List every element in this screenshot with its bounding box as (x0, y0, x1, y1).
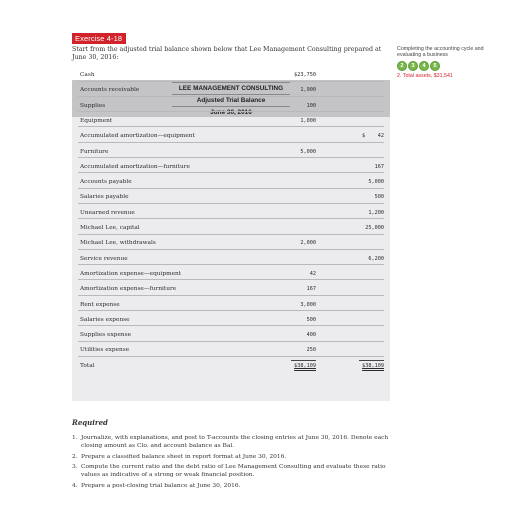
credit-amount: 25,000 (365, 225, 384, 231)
row-divider (78, 310, 384, 311)
account-name: Amortization expense—furniture (80, 286, 177, 293)
account-name: Michael Lee, withdrawals (80, 240, 156, 247)
sum-rule (291, 360, 316, 361)
table-row (72, 101, 390, 112)
row-divider (78, 264, 384, 265)
row-divider (78, 172, 384, 173)
check-answer: 2. Total assets, $31,541 (397, 72, 453, 79)
credit-amount: $38,109 (362, 362, 384, 369)
table-row (72, 192, 390, 203)
account-name: Accounts receivable (80, 87, 140, 94)
table-row (72, 208, 390, 219)
account-name: Rent expense (80, 301, 120, 308)
requirement-text: Journalize, with explanations, and post to T-accounts the closing entries at June 30, 2016. Denote each closing amount as Clo. and account balance as Bal. (81, 435, 389, 450)
debit-amount: 500 (306, 316, 316, 323)
table-row (72, 330, 390, 341)
requirement-text: Prepare a post-closing trial balance at June 30, 2016. (81, 482, 241, 489)
trial-balance-table (72, 72, 390, 401)
credit-amount: $ 42 (362, 133, 384, 140)
credit-amount: 1,200 (368, 209, 384, 216)
company-name: LEE MANAGEMENT CONSULTING (178, 85, 284, 92)
requirement-text: Prepare a classified balance sheet in report format at June 30, 2016. (81, 453, 287, 460)
row-divider (78, 249, 384, 250)
debit-amount: 1,900 (300, 87, 316, 94)
account-name: Salaries payable (80, 194, 129, 201)
credit-amount: 6,200 (368, 255, 384, 262)
credit-amount: 500 (374, 194, 384, 201)
row-divider (78, 279, 384, 280)
debit-amount: 400 (306, 332, 316, 339)
requirement-item (72, 482, 402, 490)
account-name: Utilities expense (80, 347, 130, 354)
row-divider (78, 203, 384, 204)
row-divider (78, 325, 384, 326)
requirements-list (72, 434, 402, 493)
debit-amount: 42 (309, 270, 316, 277)
table-row (72, 315, 390, 326)
debit-amount: 2,000 (300, 240, 316, 247)
requirement-item (72, 463, 402, 479)
row-divider (78, 188, 384, 189)
table-row (72, 116, 390, 127)
requirement-text: Compute the current ratio and the debt ratio of Lee Management Consulting and evaluate these ratio values as indicative of a strong or weak financial position. (81, 464, 386, 479)
margin-note-text: Completing the accounting cycle and evaluating a business (397, 46, 484, 59)
table-row (72, 147, 390, 158)
table-row (72, 85, 390, 96)
row-divider (78, 295, 384, 296)
objective-badge: 3 (408, 61, 418, 71)
debit-amount: $38,109 (294, 362, 316, 369)
debit-amount: 5,000 (300, 148, 316, 155)
table-row (72, 269, 390, 280)
row-divider (78, 126, 384, 127)
account-name: Unearned revenue (80, 209, 135, 216)
row-divider (78, 218, 384, 219)
row-divider (78, 157, 384, 158)
row-divider (78, 142, 384, 143)
account-name: Accounts payable (80, 179, 132, 186)
row-divider (78, 234, 384, 235)
account-name: Service revenue (80, 255, 128, 262)
requirement-item (72, 453, 402, 461)
account-name: Equipment (80, 117, 113, 124)
row-divider (78, 81, 384, 82)
sum-rule (359, 360, 384, 361)
debit-amount: 250 (306, 347, 316, 354)
required-heading: Required (72, 418, 108, 427)
table-row (72, 162, 390, 173)
requirement-number: 1. (72, 435, 78, 441)
statement-title: Adjusted Trial Balance (196, 97, 266, 104)
learning-objectives (397, 61, 509, 71)
table-row (72, 284, 390, 295)
objective-badge: 4 (419, 61, 429, 71)
table-row (72, 70, 390, 81)
debit-amount: 1,000 (300, 117, 316, 124)
credit-amount: 5,000 (368, 179, 384, 186)
table-row (72, 254, 390, 265)
table-row (72, 131, 390, 142)
account-name: Accumulated amortization—furniture (80, 163, 190, 170)
exercise-label: Exercise 4-18 (72, 33, 126, 44)
table-row (72, 345, 390, 356)
row-divider (78, 356, 384, 357)
account-name: Supplies expense (80, 332, 132, 339)
row-divider (78, 96, 384, 97)
debit-amount: $23,750 (294, 72, 316, 78)
credit-amount: 167 (374, 163, 384, 170)
account-name: Furniture (80, 148, 109, 155)
debit-amount: 100 (306, 102, 316, 109)
account-name: Supplies (80, 102, 106, 109)
account-name: Cash (80, 72, 95, 78)
table-row (72, 300, 390, 311)
debit-amount: 3,000 (300, 301, 316, 308)
objective-badge: 5 (430, 61, 440, 71)
requirement-item (72, 434, 402, 450)
total-row (72, 361, 390, 372)
objective-badge: 2 (397, 61, 407, 71)
requirement-number: 2. (72, 453, 78, 460)
statement-date: June 30, 2016 (210, 109, 252, 116)
debit-amount: 167 (306, 286, 316, 293)
divider (172, 82, 290, 83)
requirement-number: 3. (72, 464, 78, 471)
requirement-number: 4. (72, 482, 78, 489)
account-name: Total (80, 362, 95, 369)
table-row (72, 238, 390, 249)
table-row (72, 223, 390, 234)
account-name: Amortization expense—equipment (80, 270, 182, 277)
intro-text: Start from the adjusted trial balance shown below that Lee Management Consulting prepared at June 30, 2016: (72, 46, 382, 62)
account-name: Salaries expense (80, 316, 130, 323)
margin-note (397, 46, 509, 79)
row-divider (78, 111, 384, 112)
row-divider (78, 341, 384, 342)
table-row (72, 177, 390, 188)
account-name: Accumulated amortization—equipment (80, 133, 195, 140)
account-name: Michael Lee, capital (80, 225, 140, 231)
